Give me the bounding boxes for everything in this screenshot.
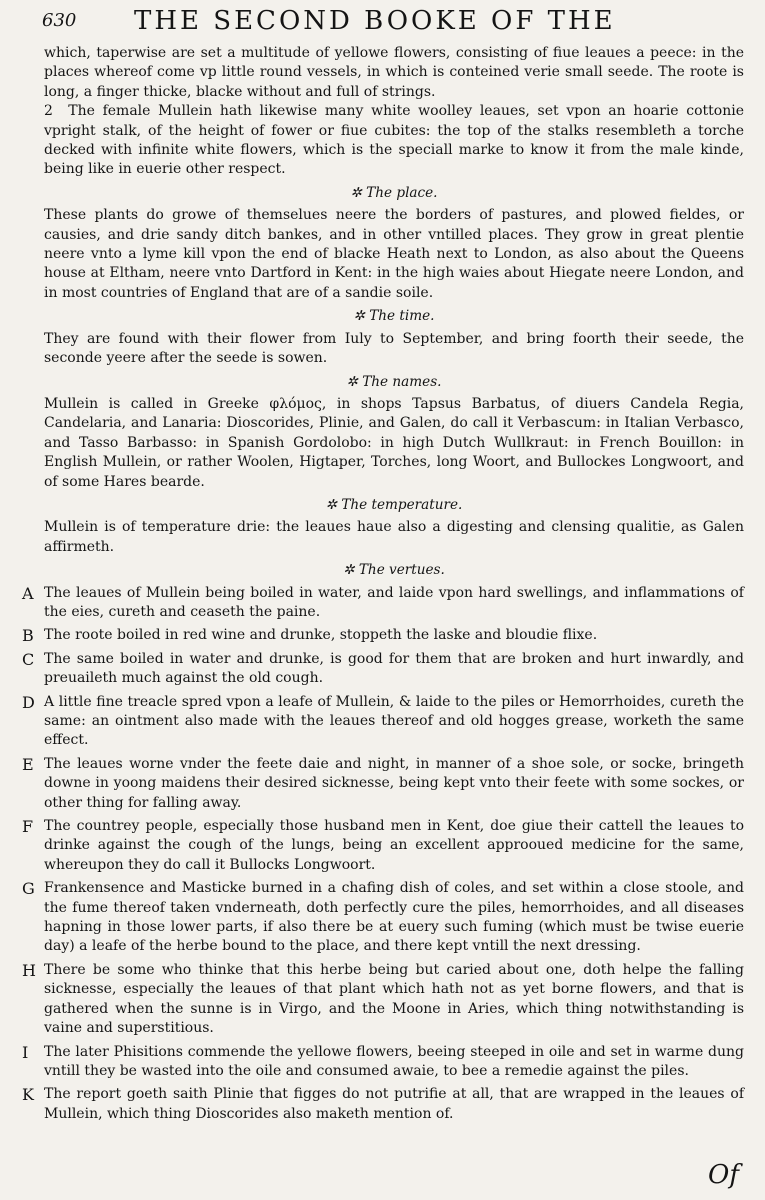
vertue-letter: A (22, 583, 34, 603)
vertue-item-a (22, 583, 744, 623)
page-header (42, 6, 745, 38)
vertue-item-d (22, 692, 744, 751)
section-text-time: They are found with their flower from Iuly to September, and bring foorth their seede, the seconde yeere after the seede is sowen. (44, 330, 744, 367)
vertue-item-b (22, 626, 744, 646)
vertue-letter: C (22, 649, 35, 669)
page-number: 630 (42, 10, 77, 31)
vertue-item-g (22, 879, 744, 957)
section-heading-time: ✲ The time. (353, 308, 435, 325)
vertue-letter: B (22, 626, 34, 646)
vertue-letter: K (22, 1085, 34, 1105)
section-text-place: These plants do growe of themselues neere the borders of pastures, and plowed fieldes, or causies, and drie sandy ditch bankes, and in other vntilled places. They grow in great plentie neere vnto a lyme kill vpon the end of blacke Heath next to London, as also about the Queens house at Eltham, neere vnto Dartford in Kent: in the high waies about Hiegate neere London, and in most countries of England that are of a sandie soile. (44, 207, 744, 301)
section-heading-temperature: ✲ The temperature. (325, 496, 463, 513)
section-text-names: Mullein is called in Greeke φλόμος, in shops Tapsus Barbatus, of diuers Candela Regia, Candelaria, and Lanaria: Dioscorides, Plinie, and Galen, do call it Verbascum: in Italian Verbasco, and Tasso Barbasso: in Spanish Gordolobo: in high Dutch Wullkraut: in French Bouillon: in English Mullein, or rather Woolen, Higtaper, Torches, long Woort, and Bullockes Longwoort, and of some Hares bearde. (44, 395, 744, 490)
section-heading-place: ✲ The place. (350, 184, 438, 201)
vertue-text: The report goeth saith Plinie that figges do not putrifie at all, that are wrapped in the leaues of Mullein, which thing Dioscorides also maketh mention of. (44, 1086, 744, 1122)
vertue-text: The leaues of Mullein being boiled in water, and laide vpon hard swellings, and inflammations of the eies, cureth and ceaseth the paine. (44, 584, 744, 620)
section-heading-names: ✲ The names. (346, 373, 442, 390)
paragraph-number: 2 (44, 103, 53, 120)
vertue-text: The countrey people, especially those husband men in Kent, doe giue their cattell the leaues to drinke against the cough of the lungs, being an excellent approoued medicine for the same, whereupon they do call it Bullocks Longwoort. (44, 818, 744, 873)
vertue-text: There be some who thinke that this herbe being but caried about one, doth helpe the falling sicknesse, especially the leaues of that plant which hath not as yet borne flowers, and that is gathered when the sunne is in Virgo, and the Moone in Aries, which thing notwithstanding is vaine and superstitious. (44, 961, 744, 1037)
vertue-letter: H (22, 960, 36, 980)
intro-paragraph: which, taperwise are set a multitude of yellowe flowers, consisting of fiue leaues a peece: in the places whereof come vp little round vessels, in which is conteined verie small seede. The roote is long, a finger thicke, blacke without and full of strings. (44, 45, 744, 100)
vertue-item-f (22, 817, 744, 875)
vertue-item-e (22, 754, 744, 813)
vertue-item-c (22, 649, 744, 689)
vertue-text: A little fine treacle spred vpon a leafe of Mullein, & laide to the piles or Hemorrhoides, cureth the same: an ointment also made with the leaues thereof and old hogges grease, worketh the same effect. (44, 693, 744, 749)
page-body (22, 44, 744, 1128)
running-head: THE SECOND BOOKE OF THE (134, 6, 616, 36)
vertue-item-h (22, 960, 744, 1039)
vertue-item-i (22, 1042, 744, 1082)
numbered-paragraph-2 (44, 102, 744, 180)
vertue-text: The leaues worne vnder the feete daie and night, in manner of a shoe sole, or socke, bringeth downe in yoong maidens their desired sicknesse, being kept vnto their feete with some sockes, or other thing for falling away. (44, 755, 744, 811)
vertue-letter: E (22, 754, 34, 774)
catchword: Of (708, 1160, 739, 1190)
section-heading-vertues: ✲ The vertues. (343, 562, 445, 579)
paragraph-text: The female Mullein hath likewise many white woolley leaues, set vpon an hoarie cottonie vpright stalk, of the height of fower or fiue cubites: the top of the stalks resembleth a torche decked with infinite white flowers, which is the speciall marke to know it from the male kinde, being like in euerie other respect. (44, 103, 744, 178)
vertue-text: The same boiled in water and drunke, is good for them that are broken and hurt inwardly, and preuaileth much against the old cough. (44, 650, 744, 687)
vertue-letter: F (22, 817, 34, 837)
vertue-letter: D (22, 692, 35, 712)
vertue-text: The roote boiled in red wine and drunke, stoppeth the laske and bloudie flixe. (44, 627, 598, 644)
section-text-temperature: Mullein is of temperature drie: the leaues haue also a digesting and clensing qualitie, as Galen affirmeth. (44, 519, 744, 555)
vertue-text: Frankensence and Masticke burned in a chafing dish of coles, and set within a close stoole, and the fume thereof taken vnderneath, doth perfectly cure the piles, hemorrhoides, and all diseases hapning in those lower parts, if also there be at euery such fuming (which must be twise euerie day) a leafe of the herbe bound to the place, and there kept vntill the next dressing. (44, 880, 744, 955)
vertue-text: The later Phisitions commende the yellowe flowers, beeing steeped in oile and set in warme dung vntill they be wasted into the oile and consumed awaie, to bee a remedie against the piles. (44, 1043, 744, 1079)
vertue-letter: I (22, 1042, 29, 1062)
vertue-letter: G (22, 879, 35, 899)
vertue-item-k (22, 1085, 744, 1124)
